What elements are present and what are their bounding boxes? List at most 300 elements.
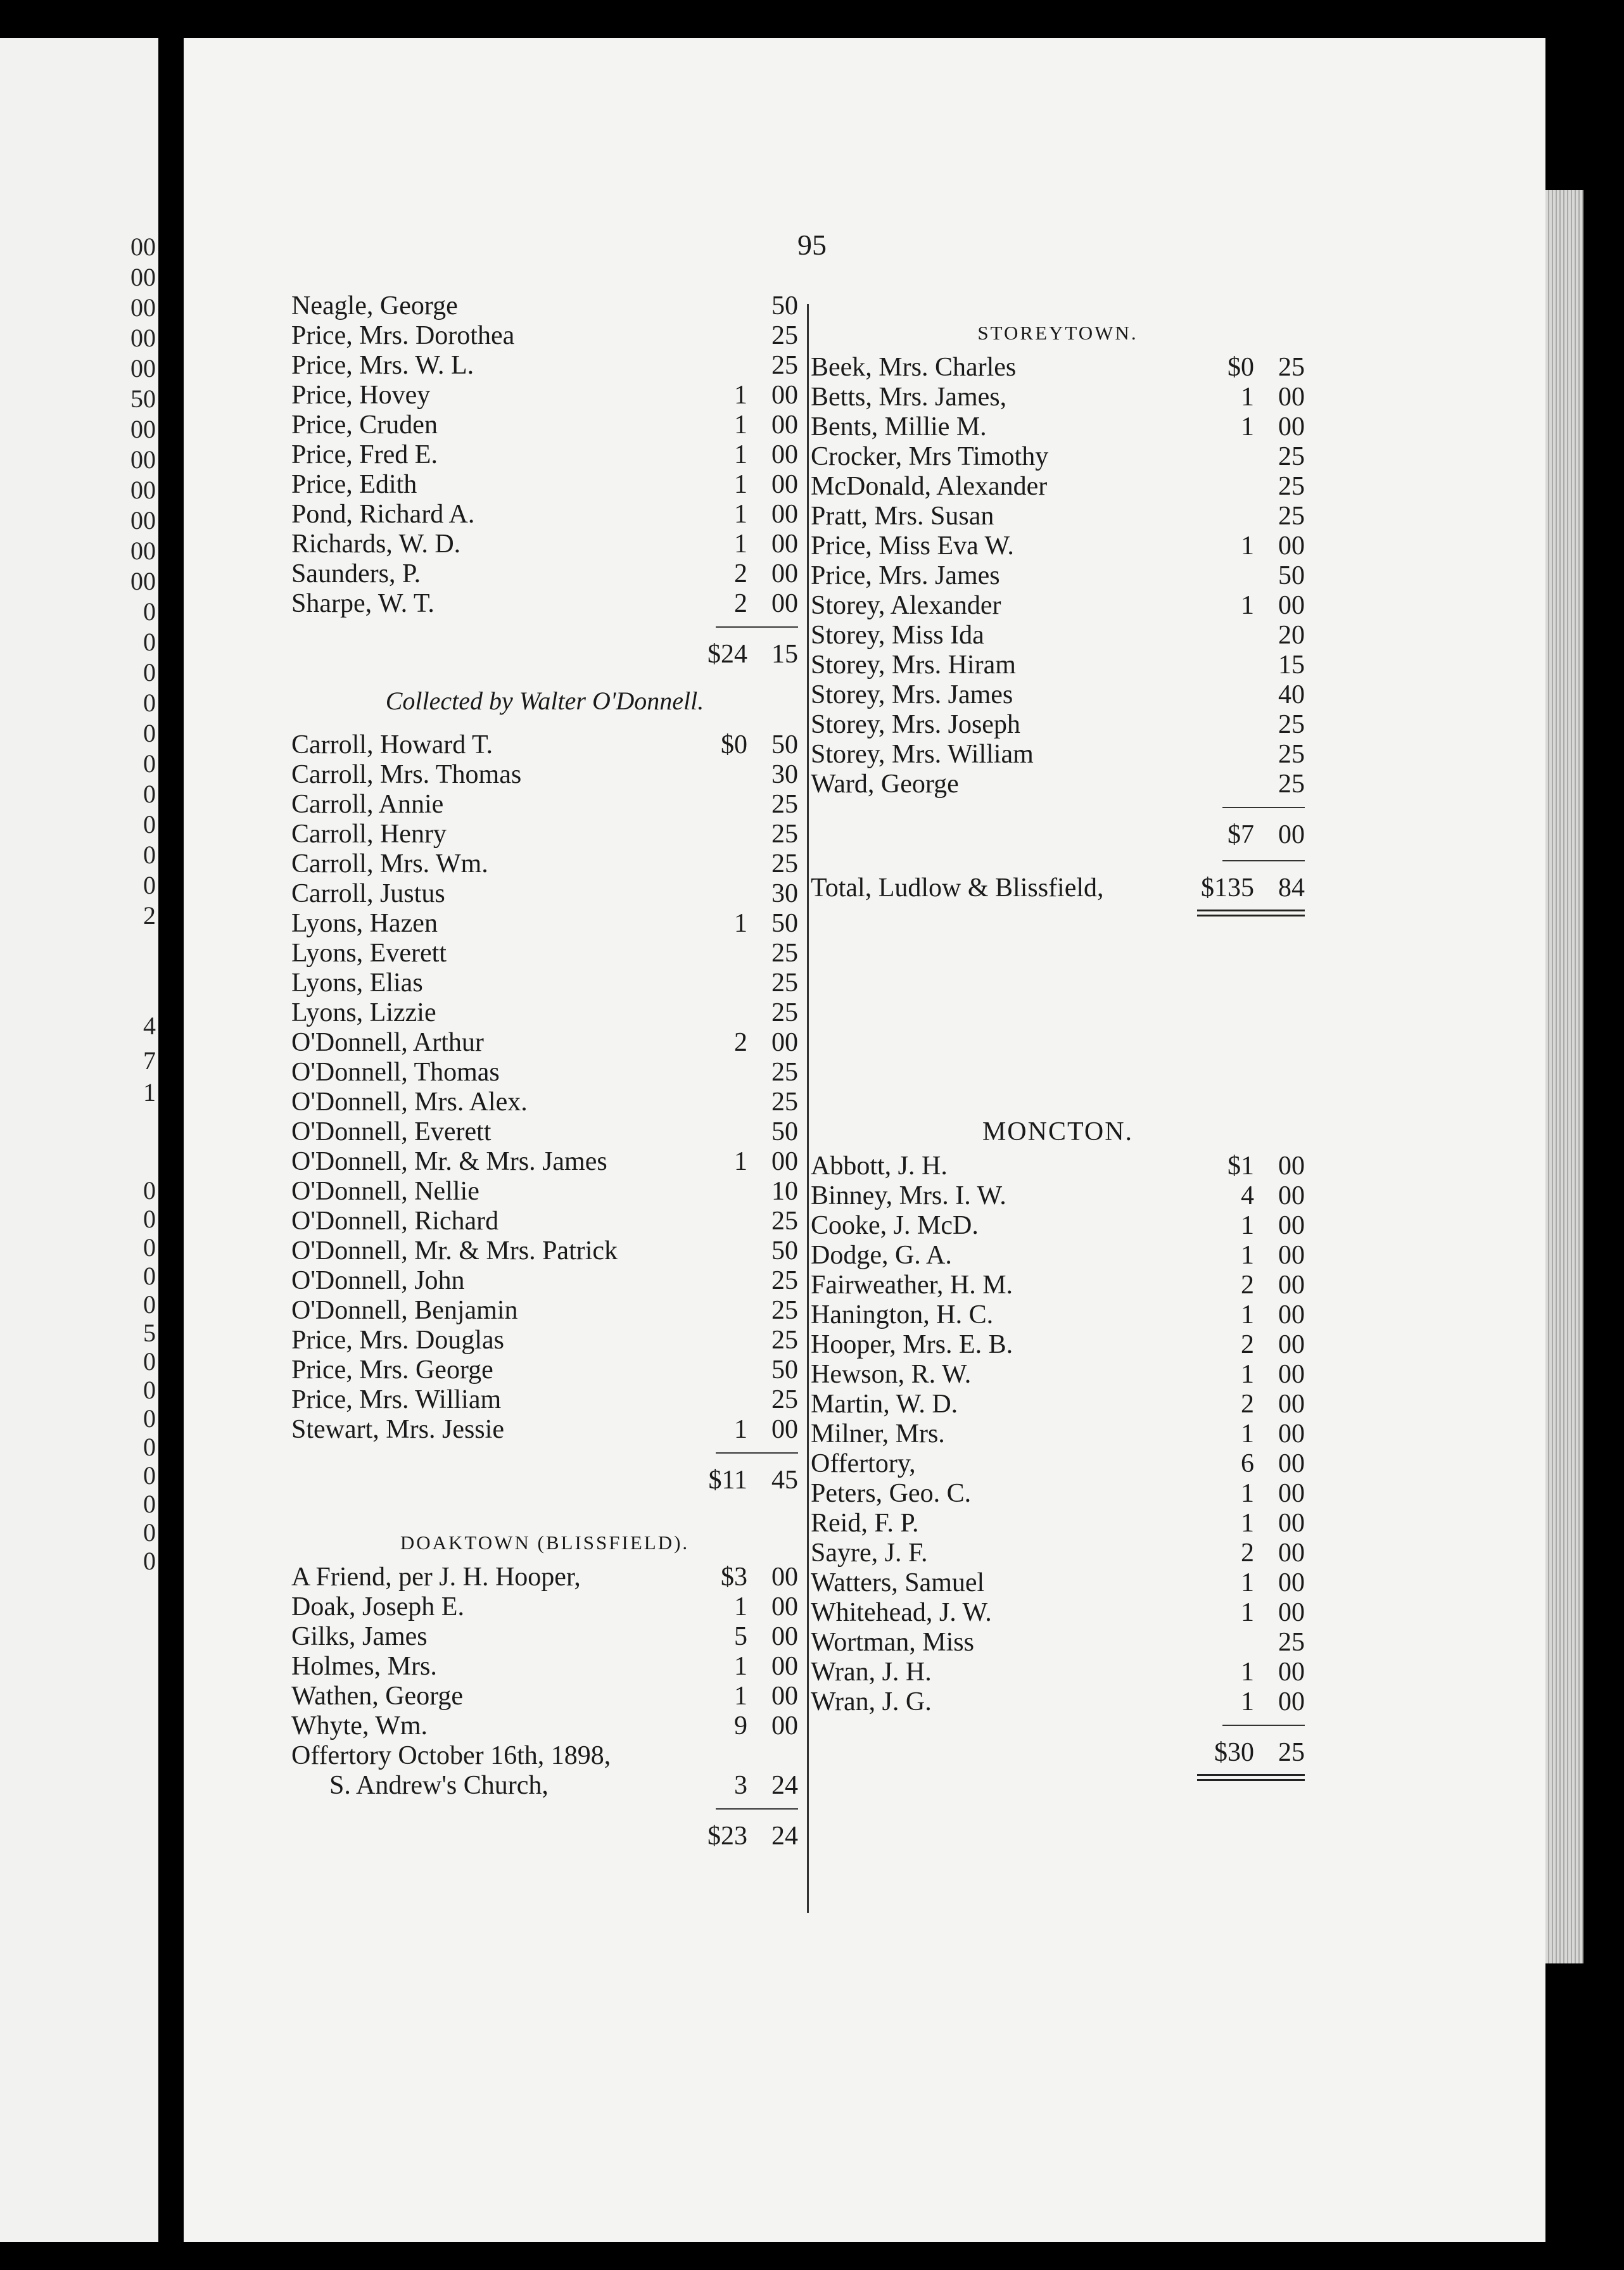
list-item xyxy=(291,291,798,321)
entry-dollars: 1 xyxy=(734,410,747,440)
subtotal-rule xyxy=(291,619,798,637)
list-item xyxy=(811,472,1305,502)
entry-cents: 00 xyxy=(1278,1479,1305,1508)
entry-name: Offertory, xyxy=(811,1449,916,1478)
previous-page-fragment: 0 xyxy=(143,719,156,747)
entry-name: Lyons, Lizzie xyxy=(291,998,436,1027)
previous-page-fragment: 0 xyxy=(143,749,156,778)
entry-name: Carroll, Justus xyxy=(291,879,445,908)
entry-name: Bents, Millie M. xyxy=(811,412,987,441)
total-dollars: $7 xyxy=(1228,820,1254,849)
list-item xyxy=(291,1236,798,1266)
list-item xyxy=(291,351,798,381)
entry-dollars: 4 xyxy=(1241,1181,1254,1210)
page-edge-stack xyxy=(1545,190,1583,1963)
previous-page-fragment: 0 xyxy=(143,780,156,808)
entry-name: Storey, Miss Ida xyxy=(811,621,984,650)
entry-dollars: $0 xyxy=(721,730,747,759)
previous-page-fragment: 7 xyxy=(143,1046,156,1075)
list-item xyxy=(291,1326,798,1355)
entry-name: Storey, Mrs. Joseph xyxy=(811,710,1020,739)
previous-page-fragment: 1 xyxy=(143,1078,156,1106)
odonnell-total xyxy=(291,1462,798,1498)
previous-page-fragment: 0 xyxy=(143,1461,156,1490)
entry-dollars: 9 xyxy=(734,1711,747,1741)
entry-name: Sharpe, W. T. xyxy=(291,589,435,618)
entry-dollars: 1 xyxy=(1241,1687,1254,1716)
entry-name: Carroll, Howard T. xyxy=(291,730,493,759)
total-dollars: $24 xyxy=(707,640,747,669)
entry-name: Holmes, Mrs. xyxy=(291,1652,437,1681)
list-item xyxy=(291,1296,798,1326)
entry-name: Beek, Mrs. Charles xyxy=(811,353,1017,382)
entry-name: Milner, Mrs. xyxy=(811,1419,945,1449)
entry-cents: 50 xyxy=(1278,561,1305,590)
list-item xyxy=(811,502,1305,531)
entry-cents: 00 xyxy=(771,381,798,410)
entry-dollars: 3 xyxy=(734,1771,747,1800)
entry-name: Whitehead, J. W. xyxy=(811,1598,992,1627)
entry-dollars: 1 xyxy=(1241,531,1254,561)
grand-total-label: Total, Ludlow & Blissfield, xyxy=(811,873,1104,903)
entry-cents: 00 xyxy=(771,440,798,469)
list-item xyxy=(291,1058,798,1087)
entry-cents: 00 xyxy=(771,1028,798,1057)
entry-dollars: $1 xyxy=(1228,1151,1254,1181)
entry-dollars: 5 xyxy=(734,1622,747,1651)
previous-page-fragment: 0 xyxy=(143,871,156,899)
entry-name: Storey, Mrs. William xyxy=(811,740,1034,769)
list-item xyxy=(811,1271,1305,1300)
total-cents: 45 xyxy=(771,1466,798,1495)
odonnell-list xyxy=(291,730,798,1445)
entry-name: Offertory October 16th, 1898, xyxy=(291,1741,611,1770)
entry-dollars: 1 xyxy=(1241,1509,1254,1538)
list-item xyxy=(811,1211,1305,1241)
entry-cents: 25 xyxy=(771,820,798,849)
entry-cents: 00 xyxy=(771,1415,798,1444)
previous-page-fragment: 2 xyxy=(143,901,156,930)
previous-page-fragment: 0 xyxy=(143,1290,156,1319)
entry-cents: 00 xyxy=(1278,1271,1305,1300)
list-item xyxy=(291,589,798,619)
storeytown-list xyxy=(811,353,1305,799)
entry-name: Storey, Alexander xyxy=(811,591,1001,620)
entry-cents: 00 xyxy=(1278,1360,1305,1389)
entry-cents: 00 xyxy=(1278,1390,1305,1419)
list-item xyxy=(291,968,798,998)
entry-dollars: 6 xyxy=(1241,1449,1254,1478)
entry-name: Price, Mrs. James xyxy=(811,561,1000,590)
list-item xyxy=(811,1538,1305,1568)
list-item xyxy=(291,1355,798,1385)
list-item xyxy=(811,1390,1305,1419)
list-item xyxy=(811,1151,1305,1181)
entry-name: Hewson, R. W. xyxy=(811,1360,972,1389)
list-item xyxy=(291,879,798,909)
entry-name: Price, Cruden xyxy=(291,410,438,440)
continued-list xyxy=(291,291,798,619)
entry-name: Price, Mrs. Douglas xyxy=(291,1326,504,1355)
entry-dollars: 2 xyxy=(734,559,747,588)
previous-page-fragment: 0 xyxy=(143,1205,156,1233)
entry-cents: 25 xyxy=(1278,353,1305,382)
list-item xyxy=(811,442,1305,472)
entry-cents: 00 xyxy=(771,1622,798,1651)
entry-name: Gilks, James xyxy=(291,1622,428,1651)
entry-cents: 25 xyxy=(1278,1628,1305,1657)
entry-dollars: 1 xyxy=(1241,1300,1254,1329)
entry-name: Price, Mrs. Dorothea xyxy=(291,321,515,350)
entry-dollars: 2 xyxy=(1241,1330,1254,1359)
entry-cents: 00 xyxy=(1278,412,1305,441)
previous-page-edge xyxy=(0,38,158,2242)
entry-name: Saunders, P. xyxy=(291,559,421,588)
list-item xyxy=(811,1658,1305,1687)
list-item xyxy=(811,1628,1305,1658)
list-item xyxy=(811,1479,1305,1509)
list-item xyxy=(291,939,798,968)
entry-name: Storey, Mrs. James xyxy=(811,680,1013,709)
previous-page-fragment: 00 xyxy=(130,293,156,322)
list-item xyxy=(811,531,1305,561)
previous-page-fragment: 0 xyxy=(143,1176,156,1205)
total-cents: 84 xyxy=(1278,873,1305,903)
list-item xyxy=(811,1360,1305,1390)
entry-name: O'Donnell, Nellie xyxy=(291,1177,479,1206)
entry-cents: 50 xyxy=(771,1236,798,1265)
previous-page-fragment: 00 xyxy=(130,263,156,291)
list-item xyxy=(291,790,798,820)
list-item xyxy=(291,1177,798,1207)
total-dollars: $11 xyxy=(708,1466,747,1495)
entry-name: Neagle, George xyxy=(291,291,458,320)
previous-page-fragment: 00 xyxy=(130,232,156,261)
entry-name: Price, Mrs. W. L. xyxy=(291,351,474,380)
list-item xyxy=(291,321,798,351)
list-item xyxy=(811,1449,1305,1479)
subtotal-rule xyxy=(811,1717,1305,1735)
doaktown-heading: DOAKTOWN (BLISSFIELD). xyxy=(400,1531,690,1554)
entry-name: Lyons, Elias xyxy=(291,968,423,998)
list-item xyxy=(811,621,1305,650)
total-dollars: $135 xyxy=(1201,873,1254,903)
entry-cents: 00 xyxy=(1278,1568,1305,1597)
entry-name: Hanington, H. C. xyxy=(811,1300,994,1329)
moncton-heading: MONCTON. xyxy=(982,1117,1134,1146)
entry-cents: 00 xyxy=(1278,1687,1305,1716)
entry-cents: 10 xyxy=(771,1177,798,1206)
list-item xyxy=(291,1415,798,1445)
entry-dollars: 1 xyxy=(734,470,747,499)
entry-name: A Friend, per J. H. Hooper, xyxy=(291,1563,581,1592)
entry-name: Price, Miss Eva W. xyxy=(811,531,1014,561)
entry-cents: 00 xyxy=(771,1592,798,1621)
entry-dollars: 1 xyxy=(734,1415,747,1444)
list-item xyxy=(291,381,798,410)
entry-name: Ward, George xyxy=(811,770,959,799)
subtotal-rule xyxy=(291,1445,798,1462)
subtotal-rule xyxy=(811,853,1305,870)
entry-cents: 25 xyxy=(1278,502,1305,531)
page-number: 95 xyxy=(797,229,827,261)
list-item xyxy=(291,1563,798,1592)
entry-cents: 00 xyxy=(1278,383,1305,412)
list-item xyxy=(811,710,1305,740)
entry-cents: 00 xyxy=(771,1682,798,1711)
entry-name: O'Donnell, Everett xyxy=(291,1117,492,1146)
entry-name: Carroll, Annie xyxy=(291,790,444,819)
entry-name: O'Donnell, Arthur xyxy=(291,1028,484,1057)
list-item xyxy=(291,760,798,790)
entry-cents: 50 xyxy=(771,909,798,938)
total-dollars: $30 xyxy=(1214,1738,1254,1767)
entry-name: S. Andrew's Church, xyxy=(329,1771,549,1800)
previous-page-fragment: 0 xyxy=(143,688,156,717)
previous-page-fragment: 00 xyxy=(130,415,156,443)
entry-dollars: 1 xyxy=(1241,1598,1254,1627)
entry-cents: 25 xyxy=(771,1087,798,1117)
collector-heading: Collected by Walter O'Donnell. xyxy=(385,687,704,715)
previous-page-fragment: 0 xyxy=(143,840,156,869)
moncton-total-rule xyxy=(811,1770,1305,1787)
entry-dollars: 1 xyxy=(1241,1658,1254,1687)
entry-name: Reid, F. P. xyxy=(811,1509,919,1538)
entry-name: Price, Mrs. William xyxy=(291,1385,502,1414)
column-divider xyxy=(807,304,809,1913)
list-item xyxy=(811,650,1305,680)
list-item xyxy=(291,1771,798,1801)
list-item xyxy=(291,529,798,559)
entry-cents: 50 xyxy=(771,1355,798,1385)
entry-dollars: 2 xyxy=(734,589,747,618)
entry-cents: 00 xyxy=(771,500,798,529)
entry-cents: 25 xyxy=(771,1296,798,1325)
entry-dollars: 2 xyxy=(1241,1390,1254,1419)
previous-page-fragment: 0 xyxy=(143,1433,156,1461)
list-item xyxy=(811,770,1305,799)
entry-name: Watters, Samuel xyxy=(811,1568,985,1597)
previous-page-fragment: 00 xyxy=(130,445,156,474)
entry-cents: 25 xyxy=(1278,740,1305,769)
total-cents: 15 xyxy=(771,640,798,669)
list-item xyxy=(291,1652,798,1682)
entry-cents: 50 xyxy=(771,730,798,759)
entry-dollars: 1 xyxy=(734,440,747,469)
list-item xyxy=(811,561,1305,591)
entry-cents: 25 xyxy=(771,1058,798,1087)
entry-name: McDonald, Alexander xyxy=(811,472,1048,501)
list-item xyxy=(291,470,798,500)
entry-name: Cooke, J. McD. xyxy=(811,1211,979,1240)
list-item xyxy=(811,1300,1305,1330)
list-item xyxy=(291,730,798,760)
left-column xyxy=(291,291,798,1854)
entry-name: Storey, Mrs. Hiram xyxy=(811,650,1016,680)
previous-page-fragment: 00 xyxy=(130,476,156,504)
list-item xyxy=(291,1622,798,1652)
entry-name: O'Donnell, Richard xyxy=(291,1207,499,1236)
entry-cents: 00 xyxy=(1278,1538,1305,1568)
list-item xyxy=(811,383,1305,412)
entry-name: O'Donnell, Mrs. Alex. xyxy=(291,1087,528,1117)
list-item xyxy=(811,1181,1305,1211)
entry-cents: 30 xyxy=(771,760,798,789)
entry-name: Binney, Mrs. I. W. xyxy=(811,1181,1006,1210)
grand-total xyxy=(811,870,1305,906)
previous-page-fragment: 0 xyxy=(143,1262,156,1290)
doaktown-total xyxy=(291,1818,798,1854)
list-item xyxy=(291,1207,798,1236)
entry-dollars: 1 xyxy=(1241,383,1254,412)
entry-cents: 00 xyxy=(1278,1658,1305,1687)
entry-cents: 25 xyxy=(771,1207,798,1236)
entry-dollars: 2 xyxy=(1241,1538,1254,1568)
previous-page-fragment: 00 xyxy=(130,354,156,383)
previous-page-fragment: 0 xyxy=(143,1518,156,1547)
list-item xyxy=(811,1568,1305,1598)
entry-cents: 00 xyxy=(771,1563,798,1592)
entry-name: Betts, Mrs. James, xyxy=(811,383,1007,412)
list-item xyxy=(291,440,798,470)
entry-name: Pratt, Mrs. Susan xyxy=(811,502,994,531)
entry-dollars: 1 xyxy=(734,381,747,410)
previous-page-fragment: 0 xyxy=(143,810,156,839)
entry-dollars: 1 xyxy=(734,1652,747,1681)
list-item xyxy=(811,680,1305,710)
entry-name: Doak, Joseph E. xyxy=(291,1592,464,1621)
entry-dollars: 1 xyxy=(734,1147,747,1176)
entry-dollars: 1 xyxy=(734,1682,747,1711)
previous-page-fragment: 0 xyxy=(143,658,156,687)
entry-name: Carroll, Mrs. Wm. xyxy=(291,849,488,878)
previous-page-fragment: 50 xyxy=(130,384,156,413)
list-item xyxy=(291,1385,798,1415)
entry-dollars: 1 xyxy=(1241,1360,1254,1389)
total-dollars: $23 xyxy=(707,1822,747,1851)
entry-name: O'Donnell, Mr. & Mrs. Patrick xyxy=(291,1236,618,1265)
list-item xyxy=(811,1687,1305,1717)
list-item xyxy=(811,1419,1305,1449)
entry-cents: 00 xyxy=(1278,1300,1305,1329)
moncton-total xyxy=(811,1735,1305,1770)
entry-cents: 25 xyxy=(771,321,798,350)
list-item xyxy=(811,740,1305,770)
list-item xyxy=(291,1682,798,1711)
entry-name: Price, Hovey xyxy=(291,381,431,410)
storeytown-total xyxy=(811,817,1305,853)
entry-cents: 00 xyxy=(1278,1211,1305,1240)
continued-total xyxy=(291,637,798,672)
list-item xyxy=(291,998,798,1028)
entry-cents: 25 xyxy=(1278,770,1305,799)
entry-dollars: 1 xyxy=(1241,412,1254,441)
entry-name: Wortman, Miss xyxy=(811,1628,974,1657)
entry-cents: 00 xyxy=(771,1147,798,1176)
previous-page-fragment: 0 xyxy=(143,1547,156,1575)
entry-name: Hooper, Mrs. E. B. xyxy=(811,1330,1013,1359)
list-item xyxy=(811,1598,1305,1628)
entry-name: Abbott, J. H. xyxy=(811,1151,948,1181)
total-cents: 24 xyxy=(771,1822,798,1851)
entry-name: Peters, Geo. C. xyxy=(811,1479,972,1508)
subtotal-rule xyxy=(291,1801,798,1818)
entry-cents: 00 xyxy=(771,470,798,499)
storeytown-heading: STOREYTOWN. xyxy=(977,322,1138,344)
list-item xyxy=(291,849,798,879)
entry-cents: 25 xyxy=(1278,442,1305,471)
entry-name: Fairweather, H. M. xyxy=(811,1271,1013,1300)
entry-dollars: 1 xyxy=(1241,1419,1254,1449)
entry-cents: 25 xyxy=(1278,710,1305,739)
entry-cents: 00 xyxy=(1278,531,1305,561)
entry-name: O'Donnell, Benjamin xyxy=(291,1296,518,1325)
entry-name: Lyons, Hazen xyxy=(291,909,438,938)
entry-dollars: 1 xyxy=(734,500,747,529)
list-item xyxy=(291,1028,798,1058)
entry-cents: 40 xyxy=(1278,680,1305,709)
list-item xyxy=(291,820,798,849)
entry-name: Wran, J. H. xyxy=(811,1658,932,1687)
entry-cents: 25 xyxy=(771,849,798,878)
list-item xyxy=(291,1147,798,1177)
previous-page-fragment: 00 xyxy=(130,536,156,565)
previous-page-fragment: 0 xyxy=(143,1490,156,1518)
list-item xyxy=(291,1592,798,1622)
doaktown-list xyxy=(291,1563,798,1741)
list-item xyxy=(811,412,1305,442)
entry-name: Martin, W. D. xyxy=(811,1390,958,1419)
entry-cents: 20 xyxy=(1278,621,1305,650)
right-column xyxy=(811,314,1305,1787)
list-item xyxy=(811,1509,1305,1538)
entry-cents: 00 xyxy=(1278,1509,1305,1538)
previous-page-fragment: 0 xyxy=(143,628,156,656)
previous-page-fragment: 0 xyxy=(143,1233,156,1262)
entry-dollars: 1 xyxy=(734,529,747,559)
entry-cents: 25 xyxy=(771,1385,798,1414)
entry-cents: 00 xyxy=(771,559,798,588)
previous-page-fragment: 5 xyxy=(143,1319,156,1347)
entry-cents: 25 xyxy=(1278,472,1305,501)
entry-name: Stewart, Mrs. Jessie xyxy=(291,1415,504,1444)
entry-cents: 00 xyxy=(771,1711,798,1741)
entry-name: Dodge, G. A. xyxy=(811,1241,952,1270)
entry-dollars: 1 xyxy=(734,909,747,938)
entry-cents: 24 xyxy=(771,1771,798,1800)
list-item xyxy=(291,1741,798,1771)
total-cents: 25 xyxy=(1278,1738,1305,1767)
entry-name: Sayre, J. F. xyxy=(811,1538,928,1568)
entry-cents: 00 xyxy=(1278,1419,1305,1449)
entry-name: Carroll, Mrs. Thomas xyxy=(291,760,522,789)
entry-dollars: 1 xyxy=(734,1592,747,1621)
entry-cents: 00 xyxy=(771,1652,798,1681)
entry-cents: 00 xyxy=(1278,1598,1305,1627)
entry-cents: 00 xyxy=(1278,1241,1305,1270)
entry-cents: 00 xyxy=(1278,1151,1305,1181)
list-item xyxy=(291,410,798,440)
previous-page-fragment: 00 xyxy=(130,324,156,352)
entry-name: Lyons, Everett xyxy=(291,939,447,968)
entry-cents: 15 xyxy=(1278,650,1305,680)
entry-dollars: 1 xyxy=(1241,1241,1254,1270)
list-item xyxy=(811,1241,1305,1271)
list-item xyxy=(811,591,1305,621)
previous-page-fragment: 0 xyxy=(143,597,156,626)
entry-cents: 00 xyxy=(1278,1449,1305,1478)
entry-cents: 00 xyxy=(1278,591,1305,620)
